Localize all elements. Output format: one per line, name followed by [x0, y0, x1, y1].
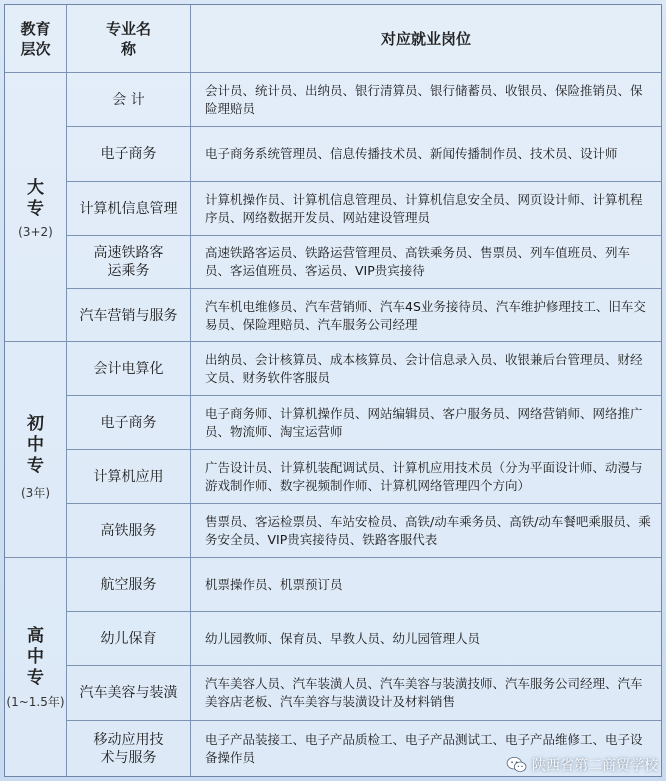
table-row [67, 558, 661, 612]
job-list: 电子产品装接工、电子产品质检工、电子产品测试工、电子产品维修工、电子设备操作员 [205, 731, 643, 765]
table-row [67, 289, 661, 342]
job-list: 高速铁路客运员、铁路运营管理员、高铁乘务员、售票员、列车值班员、列车员、客运值班员、客运员、VIP贵宾接待 [205, 245, 631, 278]
group-gaozhongzhuan [5, 558, 661, 776]
group-rows [67, 558, 661, 776]
job-list: 广告设计员、计算机装配调试员、计算机应用技术员（分为平面设计师、动漫与游戏制作师、数字视频制作师、计算机网络管理四个方向） [205, 459, 643, 493]
major-name: 会 计 [67, 73, 191, 126]
table-row [67, 127, 661, 182]
major-name: 高铁服务 [67, 504, 191, 558]
wechat-icon [506, 756, 528, 774]
table-row [67, 182, 661, 236]
level-sub: (3年) [21, 486, 50, 500]
major-name: 汽车美容与装潢 [67, 666, 191, 720]
level-label: 初中专 [27, 414, 44, 476]
group-level-cell [5, 558, 67, 776]
watermark-text: 陕西省第二商贸学校 [532, 758, 658, 774]
job-list: 计算机操作员、计算机信息管理员、计算机信息安全员、网页设计师、计算机程序员、网络数据开发员、网站建设管理员 [205, 191, 643, 225]
header-jobs: 对应就业岗位 [380, 29, 471, 48]
major-name: 汽车营销与服务 [67, 289, 191, 342]
major-name: 高速铁路客运乘务 [67, 236, 191, 288]
header-level: 教育层次 [5, 5, 67, 72]
group-level-cell [5, 342, 67, 557]
job-list: 汽车美容人员、汽车装潢人员、汽车美容与装潢技师、汽车服务公司经理、汽车美容店老板、汽车美容与装潢设计及材料销售 [205, 676, 643, 709]
job-list: 会计员、统计员、出纳员、银行清算员、银行储蓄员、收银员、保险推销员、保险理赔员 [205, 82, 643, 116]
job-list: 幼儿园教师、保育员、早教人员、幼儿园管理人员 [205, 630, 481, 646]
job-list: 电子商务系统管理员、信息传播技术员、新闻传播制作员、技术员、设计师 [205, 146, 618, 161]
job-list: 出纳员、会计核算员、成本核算员、会计信息录入员、收银兼后台管理员、财经文员、财务软件客服员 [205, 351, 643, 385]
group-chuzhongzhuan [5, 342, 661, 558]
major-name: 移动应用技术与服务 [67, 721, 191, 776]
table-row [67, 396, 661, 450]
group-level-cell [5, 73, 67, 341]
major-name: 幼儿保育 [67, 612, 191, 665]
table-header [5, 5, 661, 73]
header-major: 专业名称 [67, 5, 191, 72]
table-row [67, 450, 661, 504]
major-name: 航空服务 [67, 558, 191, 611]
job-list: 机票操作员、机票预订员 [205, 576, 343, 592]
watermark [506, 755, 658, 775]
table-row [67, 666, 661, 721]
major-name: 计算机应用 [67, 450, 191, 503]
job-list: 汽车机电维修员、汽车营销师、汽车4S业务接待员、汽车维护修理技工、旧车交易员、保险理赔员、汽车服务公司经理 [205, 298, 646, 332]
table-row [67, 612, 661, 666]
table-row [67, 73, 661, 127]
level-label: 高中专 [27, 626, 44, 688]
major-name: 电子商务 [67, 127, 191, 181]
major-name: 电子商务 [67, 396, 191, 449]
major-name: 会计电算化 [67, 342, 191, 395]
group-rows [67, 73, 661, 341]
table-row [67, 236, 661, 289]
job-list: 电子商务师、计算机操作员、网站编辑员、客户服务员、网络营销师、网络推广员、物流师、淘宝运营师 [205, 405, 643, 439]
level-label: 大专 [27, 178, 44, 219]
job-list: 售票员、客运检票员、车站安检员、高铁/动车乘务员、高铁/动车餐吧乘服员、乘务安全员、VIP贵宾接待员、铁路客服代表 [205, 514, 651, 547]
table-row [67, 504, 661, 558]
group-rows [67, 342, 661, 557]
major-name: 计算机信息管理 [67, 182, 191, 235]
employment-table [4, 4, 662, 777]
level-sub: (3+2) [18, 225, 53, 239]
table-row [67, 342, 661, 396]
group-dazhuan [5, 73, 661, 342]
level-sub: (1~1.5年) [6, 695, 65, 709]
